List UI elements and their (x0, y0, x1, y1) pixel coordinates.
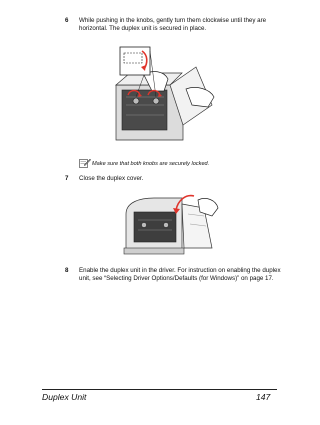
step-8-text (79, 267, 281, 283)
step-6-line-1: While pushing in the knobs, gently turn them clockwise until they are (79, 17, 267, 24)
footer-section-title: Duplex Unit (42, 392, 87, 402)
step-7-text (79, 175, 143, 183)
step-6-text (79, 17, 266, 33)
footer-rule (42, 389, 277, 390)
step-6-line-2: horizontal. The duplex unit is secured in place. (79, 25, 207, 32)
footer-page-number: 147 (256, 392, 271, 402)
figure-close-cover (120, 190, 220, 256)
note-pencil-icon (79, 158, 91, 168)
note-text: Make sure that both knobs are securely locked. (92, 161, 210, 167)
step-7-line-1: Close the duplex cover. (79, 175, 144, 182)
step-8-number: 8 (65, 267, 69, 274)
figure-turn-knobs (108, 45, 218, 145)
step-8-line-1: Enable the duplex unit in the driver. For instruction on enabling the duplex (79, 267, 281, 274)
step-8-line-2: unit, see “Selecting Driver Options/Defaults (for Windows)” on page 17. (79, 275, 274, 282)
step-6-number: 6 (65, 17, 69, 24)
step-7-number: 7 (65, 175, 69, 182)
